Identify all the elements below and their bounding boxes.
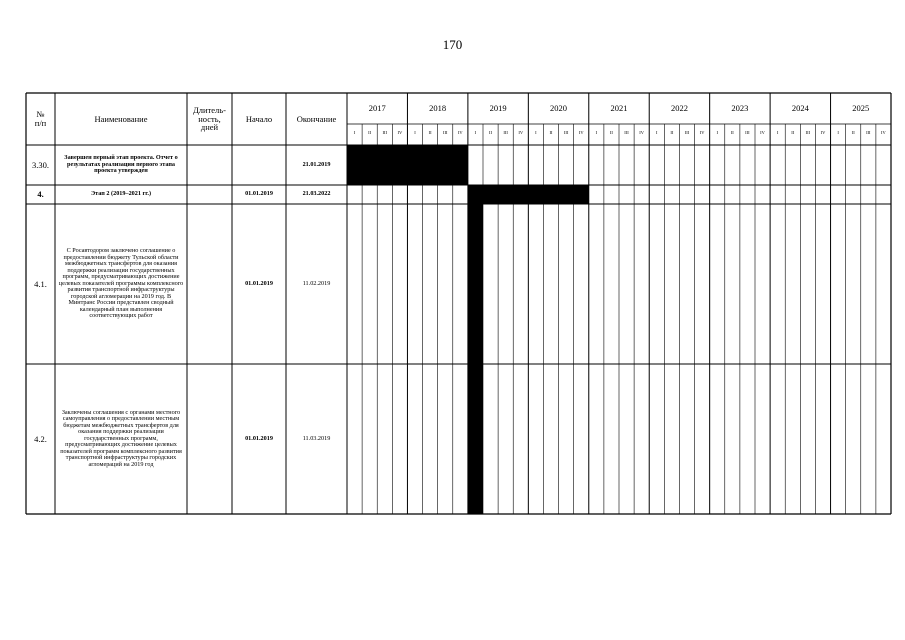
header-quarter: II (670, 130, 674, 135)
header-name: Наименование (94, 113, 148, 124)
row-start: 01.01.2019 (245, 279, 273, 287)
row-number: 4. (37, 189, 44, 200)
row-number: 4.2. (34, 433, 47, 444)
header-quarter: I (776, 130, 779, 135)
header-quarter: IV (639, 130, 645, 135)
header-quarter: I (535, 130, 537, 135)
gantt-bar (468, 364, 483, 514)
row-name: Завершен первый этап проекта. Отчет о результатах реализации первого этапа проекта утвержден (64, 154, 178, 175)
header-quarter: II (368, 130, 372, 135)
header-quarter: I (595, 130, 598, 135)
page-number: 170 (442, 37, 463, 52)
header-quarter: III (442, 130, 448, 135)
header-quarter: II (791, 130, 795, 135)
header-quarter: I (656, 130, 658, 135)
row-number: 4.1. (34, 278, 47, 289)
header-quarter: IV (881, 130, 886, 135)
header-quarter: II (428, 130, 432, 135)
header-quarter: III (563, 130, 569, 135)
header-year: 2024 (791, 103, 809, 114)
header-quarter: I (414, 130, 416, 135)
header-quarter: II (609, 130, 613, 135)
row-duration (189, 205, 230, 363)
header-year: 2025 (852, 103, 870, 114)
header-quarter: III (745, 130, 750, 135)
row-end: 11.03.2019 (302, 434, 331, 442)
row-duration (189, 186, 230, 203)
header-start: Начало (245, 113, 273, 124)
row-start: 01.01.2019 (245, 434, 273, 442)
header-end: Окончание (296, 113, 337, 124)
row-number: 3.30. (32, 159, 49, 170)
row-name: Этап 2 (2019–2021 гг.) (90, 190, 152, 198)
header-quarter: I (474, 130, 477, 135)
row-start (234, 146, 284, 184)
header-quarter: I (716, 130, 718, 135)
header-quarter: III (503, 130, 508, 135)
header-quarter: IV (820, 130, 826, 135)
header-year: 2017 (368, 103, 386, 114)
header-year: 2023 (731, 103, 749, 114)
row-duration (189, 146, 230, 184)
header-quarter: IV (699, 130, 705, 135)
header-quarter: III (684, 130, 690, 135)
header-year: 2020 (550, 103, 568, 114)
header-quarter: IV (397, 130, 403, 135)
header-quarter: III (805, 130, 811, 135)
header-quarter: III (382, 130, 388, 135)
row-start: 01.01.2019 (245, 190, 273, 198)
header-year: 2019 (489, 103, 507, 114)
header-quarter: III (624, 130, 629, 135)
header-quarter: III (866, 130, 871, 135)
row-end: 11.02.2019 (302, 279, 331, 287)
header-quarter: IV (578, 130, 584, 135)
row-name: С Росавтодором заключено соглашение о предоставлении бюджету Тульской области межбюджетных трансфертов для оказания поддержки реализации государственных программ, предусматривающих достижение целевых показателей программы комплексного развития транспортной инфраструктуры городской агломерации на 2019 год. В Минтранс России представлен сводный календарный план выполнения соответствующих работ (58, 247, 184, 320)
header-number: № п/п (34, 109, 47, 128)
header-quarter: II (730, 130, 734, 135)
header-quarter: II (549, 130, 553, 135)
gantt-bar (468, 204, 483, 364)
header-year: 2018 (429, 103, 447, 114)
header-quarter: II (851, 130, 855, 135)
header-quarter: IV (760, 130, 765, 135)
header-duration: Длитель- ность, дней (192, 104, 227, 133)
header-year: 2022 (670, 103, 688, 114)
row-end: 21.03.2022 (302, 190, 331, 198)
header-quarter: IV (518, 130, 524, 135)
row-duration (189, 365, 230, 513)
row-name: Заключены соглашения с органами местного самоуправления о предоставлении местным бюджетам межбюджетных трансфертов для оказания поддержки реализации государственных программ, предусматривающих достижение целевых показателей программ комплексного развития транспортной инфраструктуры городских агломераций на 2019 год (60, 408, 182, 468)
header-quarter: IV (457, 130, 463, 135)
header-quarter: I (837, 130, 839, 135)
row-end: 21.01.2019 (302, 160, 331, 168)
header-quarter: I (353, 130, 356, 135)
header-quarter: II (489, 130, 493, 135)
header-year: 2021 (610, 103, 628, 114)
